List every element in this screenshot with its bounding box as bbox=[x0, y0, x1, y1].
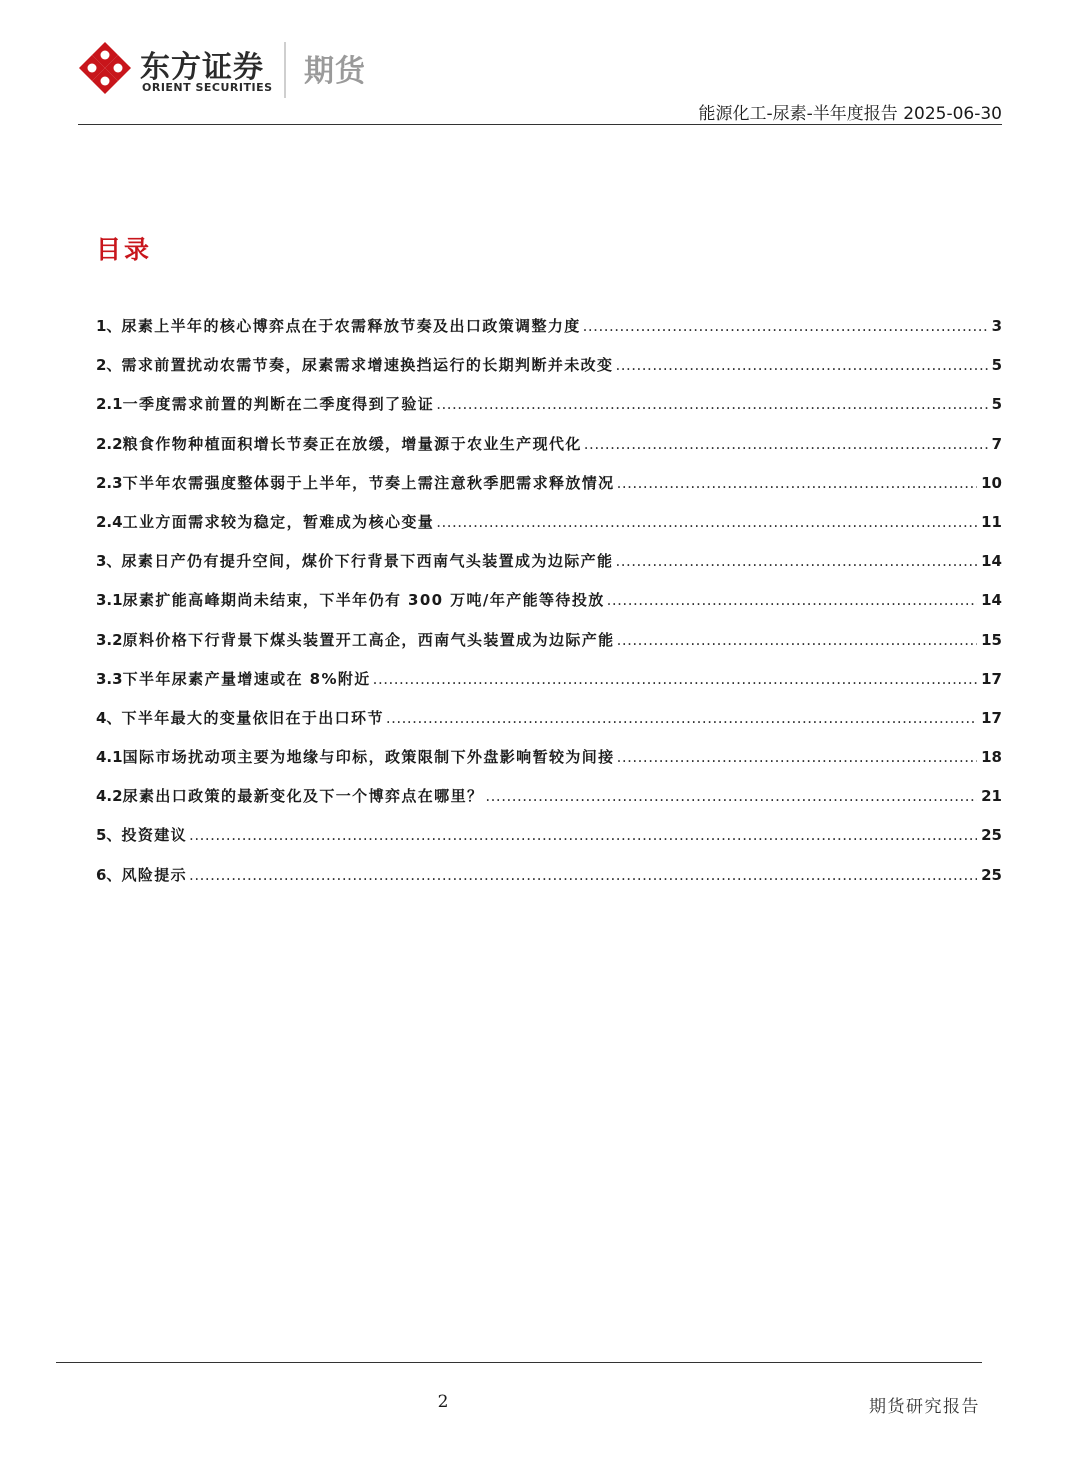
toc-entry[interactable] bbox=[96, 589, 1002, 628]
toc-entry-title: 粮食作物种植面积增长节奏正在放缓，增量源于农业生产现代化 bbox=[122, 434, 582, 453]
footer-divider bbox=[56, 1362, 982, 1363]
page-number: 2 bbox=[437, 1392, 449, 1412]
toc-entry[interactable] bbox=[96, 824, 1002, 863]
toc-dot-leader bbox=[583, 317, 988, 335]
toc-entry-title: 原料价格下行背景下煤头装置开工高企，西南气头装置成为边际产能 bbox=[122, 630, 615, 649]
toc-entry[interactable] bbox=[96, 785, 1002, 824]
toc-entry-number: 2.1 bbox=[96, 395, 123, 414]
logo-chinese-name: 东方证券 bbox=[140, 50, 264, 85]
toc-entry-title: 国际市场扰动项主要为地缘与印标，政策限制下外盘影响暂较为间接 bbox=[122, 748, 615, 767]
toc-entry[interactable] bbox=[96, 550, 1002, 589]
toc-entry[interactable] bbox=[96, 472, 1002, 511]
toc-entry-page: 17 bbox=[981, 708, 1002, 727]
toc-dot-leader bbox=[386, 709, 977, 727]
toc-entry[interactable] bbox=[96, 629, 1002, 668]
table-of-contents bbox=[96, 315, 1002, 903]
report-meta: 能源化工-尿素-半年度报告 2025-06-30 bbox=[698, 104, 1002, 124]
toc-entry-number: 3、 bbox=[96, 552, 122, 571]
toc-entry-page: 10 bbox=[981, 473, 1002, 492]
toc-dot-leader bbox=[617, 748, 978, 766]
toc-dot-leader bbox=[615, 552, 977, 570]
orient-logo-icon bbox=[78, 40, 132, 96]
toc-dot-leader bbox=[615, 356, 987, 374]
toc-entry-number: 3.1 bbox=[96, 591, 123, 610]
toc-entry-title: 尿素日产仍有提升空间，煤价下行背景下西南气头装置成为边际产能 bbox=[121, 552, 614, 571]
toc-entry-title: 投资建议 bbox=[121, 826, 188, 845]
toc-entry-number: 5、 bbox=[96, 826, 122, 845]
toc-entry-page: 25 bbox=[981, 826, 1002, 845]
toc-entry-number: 4.2 bbox=[96, 787, 123, 806]
toc-entry-number: 2.3 bbox=[96, 473, 123, 492]
toc-dot-leader bbox=[189, 826, 977, 844]
logo-subtitle: 期货 bbox=[304, 54, 366, 89]
logo-english-name: ORIENT SECURITIES bbox=[142, 81, 273, 94]
toc-dot-leader bbox=[584, 435, 988, 453]
toc-entry-page: 11 bbox=[981, 512, 1002, 531]
header-divider bbox=[78, 124, 1002, 125]
toc-entry-number: 3.3 bbox=[96, 669, 123, 688]
toc-entry[interactable] bbox=[96, 433, 1002, 472]
toc-dot-leader bbox=[189, 866, 977, 884]
toc-entry-title: 尿素上半年的核心博弈点在于农需释放节奏及出口政策调整力度 bbox=[121, 317, 581, 335]
toc-entry-title: 尿素出口政策的最新变化及下一个博弈点在哪里？ bbox=[122, 787, 484, 806]
logo-divider bbox=[284, 42, 286, 98]
toc-entry-title: 风险提示 bbox=[121, 865, 188, 884]
toc-dot-leader bbox=[373, 670, 977, 688]
toc-dot-leader bbox=[436, 395, 987, 413]
company-logo bbox=[78, 40, 378, 100]
toc-entry-number: 6、 bbox=[96, 865, 122, 884]
toc-dot-leader bbox=[436, 513, 977, 531]
toc-entry-page: 18 bbox=[981, 748, 1002, 767]
toc-entry-title: 下半年农需强度整体弱于上半年，节奏上需注意秋季肥需求释放情况 bbox=[122, 473, 615, 492]
toc-entry[interactable] bbox=[96, 707, 1002, 746]
toc-entry-page: 3 bbox=[991, 317, 1002, 335]
toc-dot-leader bbox=[485, 787, 977, 805]
toc-entry-title: 工业方面需求较为稳定，暂难成为核心变量 bbox=[122, 512, 435, 531]
footer-label: 期货研究报告 bbox=[869, 1397, 980, 1417]
toc-entry-number: 2、 bbox=[96, 356, 122, 375]
toc-entry-number: 3.2 bbox=[96, 630, 123, 649]
toc-entry-title: 需求前置扰动农需节奏，尿素需求增速换挡运行的长期判断并未改变 bbox=[121, 356, 614, 375]
toc-entry[interactable] bbox=[96, 393, 1002, 432]
toc-entry-page: 5 bbox=[991, 395, 1002, 414]
toc-entry-number: 2.4 bbox=[96, 512, 123, 531]
toc-entry-title: 下半年最大的变量依旧在于出口环节 bbox=[121, 708, 384, 727]
toc-entry[interactable] bbox=[96, 746, 1002, 785]
toc-dot-leader bbox=[607, 591, 978, 609]
toc-entry[interactable] bbox=[96, 511, 1002, 550]
toc-entry-number: 1、 bbox=[96, 317, 122, 335]
toc-entry-page: 5 bbox=[991, 356, 1002, 375]
toc-entry-title: 一季度需求前置的判断在二季度得到了验证 bbox=[122, 395, 435, 414]
toc-entry-page: 7 bbox=[991, 434, 1002, 453]
toc-entry-page: 17 bbox=[981, 669, 1002, 688]
toc-entry[interactable] bbox=[96, 315, 1002, 354]
toc-title: 目录 bbox=[96, 235, 153, 264]
toc-dot-leader bbox=[617, 631, 978, 649]
toc-entry-page: 14 bbox=[981, 552, 1002, 571]
toc-entry-page: 21 bbox=[981, 787, 1002, 806]
toc-entry-number: 4、 bbox=[96, 708, 122, 727]
toc-entry-number: 4.1 bbox=[96, 748, 123, 767]
toc-entry-page: 25 bbox=[981, 865, 1002, 884]
toc-entry[interactable] bbox=[96, 864, 1002, 903]
toc-entry-page: 15 bbox=[981, 630, 1002, 649]
toc-entry-title: 下半年尿素产量增速或在 8%附近 bbox=[122, 669, 371, 688]
toc-entry-number: 2.2 bbox=[96, 434, 123, 453]
toc-dot-leader bbox=[617, 474, 978, 492]
toc-entry[interactable] bbox=[96, 668, 1002, 707]
toc-entry-title: 尿素扩能高峰期尚未结束，下半年仍有 300 万吨/年产能等待投放 bbox=[122, 591, 605, 610]
toc-entry[interactable] bbox=[96, 354, 1002, 393]
toc-entry-page: 14 bbox=[981, 591, 1002, 610]
